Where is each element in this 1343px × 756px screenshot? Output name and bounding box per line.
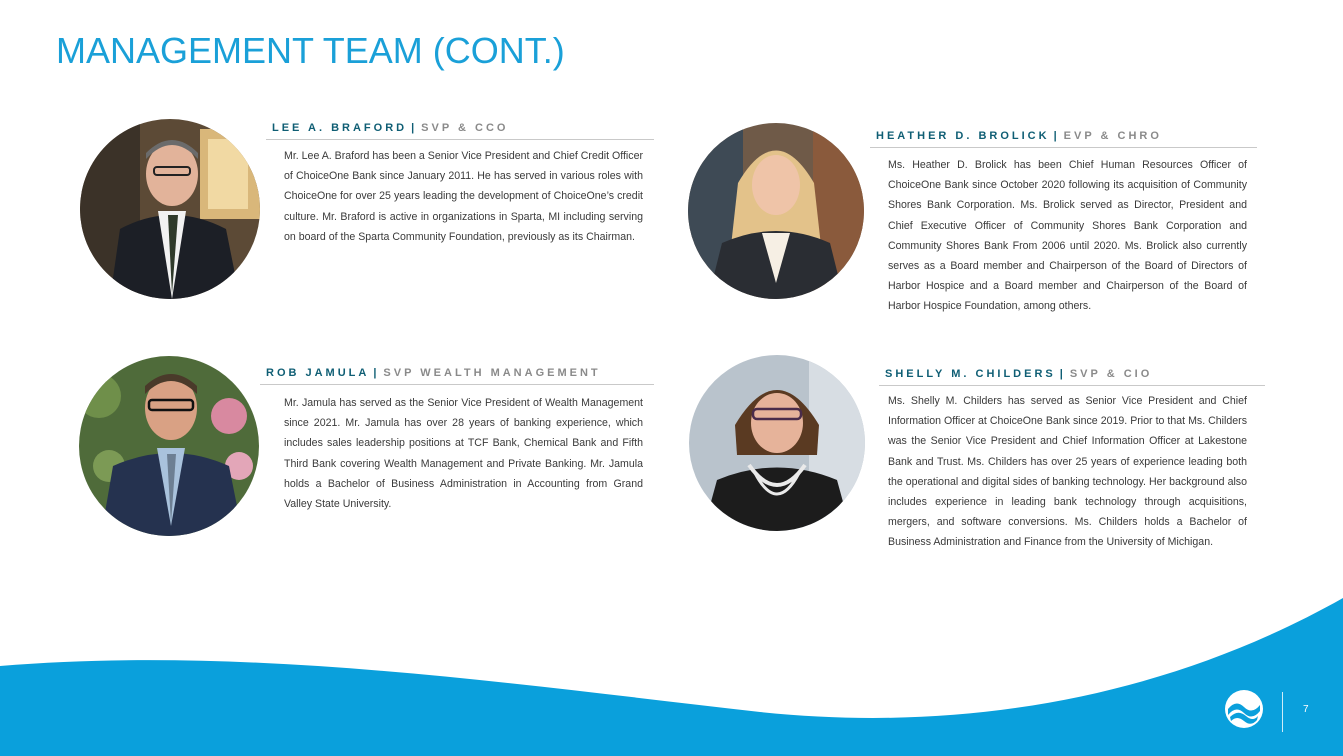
bio-jamula: Mr. Jamula has served as the Senior Vice President of Wealth Management since 2021. Mr. Jamula has over 28 years of banking experience, which includes sales leadership positions at TCF Bank, Chemical Bank and Fifth Third Bank covering Wealth Management and Private Banking. Mr. Jamula holds a Bachelor of Business Administration in Accounting from Grand Valley State University. (284, 397, 643, 511)
portrait-childers (689, 355, 865, 531)
bio-braford: Mr. Lee A. Braford has been a Senior Vice President and Chief Credit Officer of ChoiceOne Bank since January 2011. He has served in various roles with ChoiceOne for over 25 years leading the development of ChoiceOne’s credit culture. Mr. Braford is active in organizations in Sparta, MI including serving on board of the Sparta Community Foundation, previously as its Chairman. (284, 150, 643, 243)
person-name: HEATHER D. BROLICK (876, 130, 1050, 142)
choiceone-wave-logo-icon (1224, 689, 1264, 729)
name-separator: | (373, 367, 380, 379)
person-name: ROB JAMULA (266, 367, 370, 379)
person-role: EVP & CHRO (1063, 130, 1162, 142)
name-heading-jamula (260, 367, 654, 385)
person-role: SVP & CIO (1069, 368, 1153, 380)
name-separator: | (411, 122, 418, 134)
name-separator: | (1053, 130, 1060, 142)
name-heading-braford (266, 122, 654, 140)
portrait-braford (80, 119, 260, 299)
person-role: SVP WEALTH MANAGEMENT (383, 367, 601, 379)
page-title: MANAGEMENT TEAM (CONT.) (56, 30, 565, 71)
name-separator: | (1059, 368, 1066, 380)
person-role: SVP & CCO (421, 122, 509, 134)
person-name: LEE A. BRAFORD (272, 122, 408, 134)
name-heading-brolick (870, 130, 1257, 148)
portrait-brolick (688, 123, 864, 299)
page-number: 7 (1303, 704, 1309, 715)
bio-brolick: Ms. Heather D. Brolick has been Chief Human Resources Officer of ChoiceOne Bank since October 2020 following its acquisition of Community Shores Bank Corporation. Ms. Brolick served as Director, President and Chief Executive Officer of Community Shores Bank Corporation and Community Shores Bank From 2006 until 2020. Ms. Brolick also currently serves as a Board member and Chairperson of the Board of Directors of Harbor Hospice and a Board member and Chairperson of the Board of Harbor Hospice Foundation, among others. (888, 159, 1247, 313)
bio-childers: Ms. Shelly M. Childers has served as Senior Vice President and Chief Information Officer at ChoiceOne Bank since 2019. Prior to that Ms. Childers was the Senior Vice President and Chief Information Officer at Lakestone Bank and Trust. Ms. Childers has over 25 years of experience leading both the operational and digital sides of banking technology. Her background also includes experience in leading bank technology through acquisitions, mergers, and software conversions. Ms. Childers holds a Bachelor of Business Administration and Finance from the University of Michigan. (888, 395, 1247, 549)
person-name: SHELLY M. CHILDERS (885, 368, 1056, 380)
name-heading-childers (879, 368, 1265, 386)
portrait-jamula (79, 356, 259, 536)
footer-divider (1282, 692, 1283, 732)
footer-wave (0, 590, 1343, 756)
